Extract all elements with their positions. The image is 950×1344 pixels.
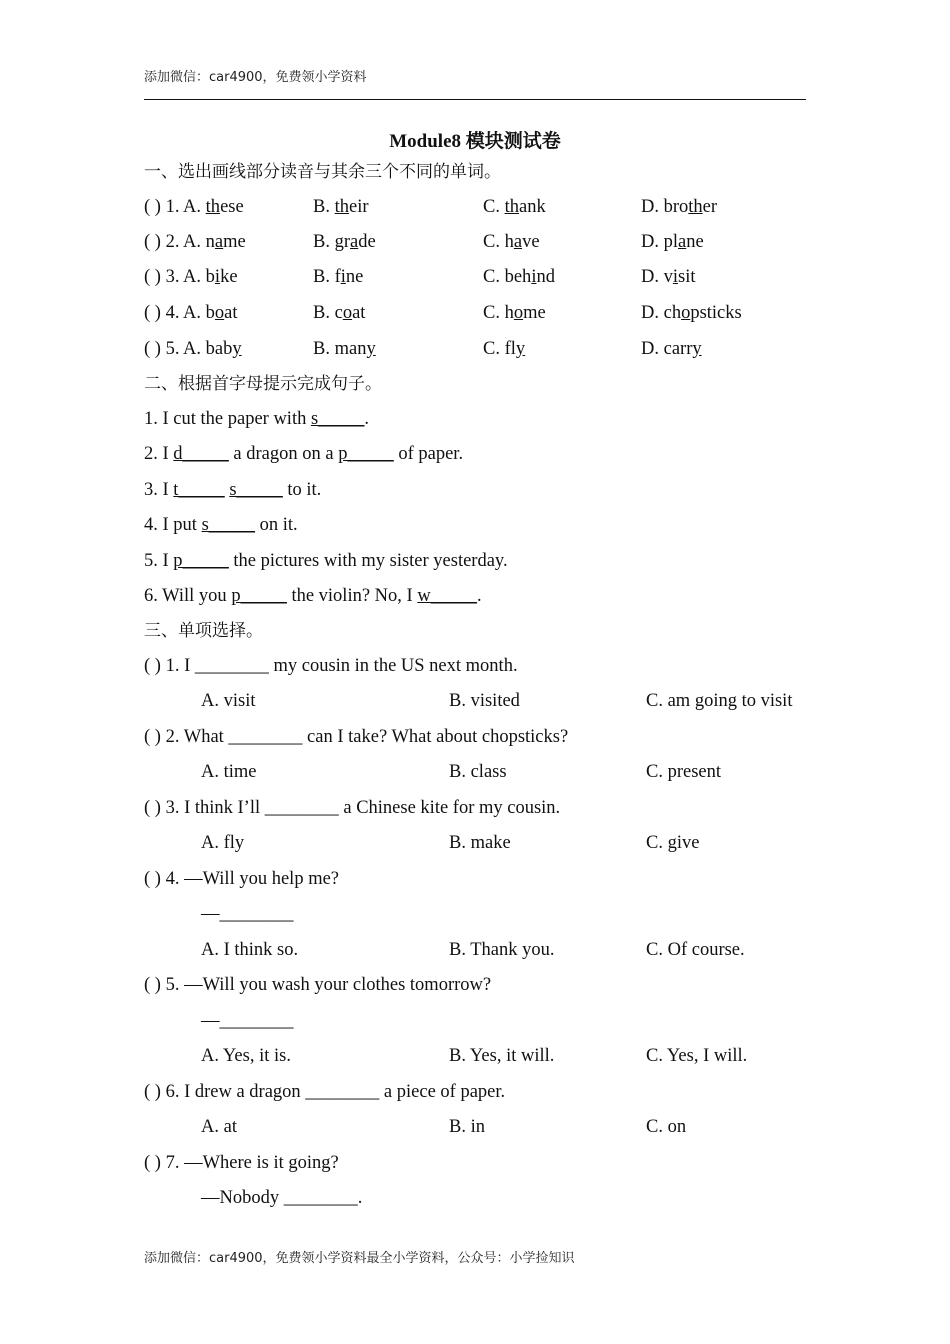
part1-row-1-option-c: [483, 196, 546, 218]
sentence-text: 2. I: [144, 444, 174, 464]
part2-sentence-6: [144, 585, 482, 607]
sentence-text: .: [364, 409, 370, 429]
word-part: D. bro: [641, 197, 689, 217]
word-part: B. gr: [313, 232, 350, 252]
page-title: Module8 模块测试卷: [389, 131, 561, 152]
part1-row-2-option-c: [483, 231, 540, 253]
part1-row-1-option-b: [313, 196, 369, 218]
option-c: C. give: [646, 833, 700, 853]
option-a: A. visit: [201, 691, 256, 711]
part1-row-1-option-a: [144, 196, 244, 218]
word-part: B. man: [313, 339, 367, 359]
question-number: ( ) 2. A.: [144, 232, 206, 252]
option-a: A. time: [201, 762, 257, 782]
word-part: ke: [220, 267, 238, 287]
question-number: ( ) 3. A.: [144, 267, 206, 287]
option-b: B. class: [449, 762, 507, 782]
question-3-7: ( ) 7. —Where is it going?: [144, 1153, 339, 1173]
option-c: C. present: [646, 762, 722, 782]
underlined-letters: i: [214, 267, 221, 287]
underlined-letters: o: [513, 303, 524, 323]
question-3-3: ( ) 3. I think I’ll ________ a Chinese kite for my cousin.: [144, 798, 561, 818]
underlined-letters: o: [342, 303, 353, 323]
underlined-letters: y: [515, 339, 526, 359]
option-b: B. visited: [449, 691, 520, 711]
sentence-text: 6. Will you: [144, 586, 232, 606]
header-rule: [144, 99, 806, 100]
underlined-letters: a: [678, 232, 687, 252]
underlined-letters: th: [504, 197, 519, 217]
part2-sentence-3: [144, 479, 321, 501]
part1-row-5-option-b: [313, 338, 376, 360]
page-header: 添加微信：car4900，免费领小学资料: [144, 70, 367, 85]
sentence-text: .: [476, 586, 482, 606]
question-3-4: ( ) 4. —Will you help me?: [144, 869, 339, 889]
word-part: C. h: [483, 232, 514, 252]
word-part: me: [523, 303, 546, 323]
word-part: B.: [313, 197, 335, 217]
section-3-heading: 三、单项选择。: [144, 621, 263, 641]
underlined-letters: o: [214, 303, 225, 323]
word-part: C.: [483, 197, 505, 217]
sentence-text: 4. I put: [144, 515, 202, 535]
question-3-1: ( ) 1. I ________ my cousin in the US next month.: [144, 656, 518, 676]
page-footer: 添加微信：car4900，免费领小学资料最全小学资料，公众号：小学捡知识: [144, 1251, 575, 1266]
word-part: C. fl: [483, 339, 516, 359]
option-b: B. Thank you.: [449, 940, 555, 960]
word-part: D. ch: [641, 303, 682, 323]
word-part: de: [358, 232, 376, 252]
option-c: C. am going to visit: [646, 691, 793, 711]
word-part: at: [352, 303, 366, 323]
answer-blank: p_____: [231, 586, 287, 606]
sentence-text: a dragon on a: [228, 444, 339, 464]
sentence-text: on it.: [255, 515, 298, 535]
underlined-letters: i: [340, 267, 346, 287]
part1-row-3-option-a: [144, 266, 238, 288]
sentence-text: 3. I: [144, 480, 174, 500]
underlined-letters: y: [692, 339, 702, 359]
word-part: B. f: [313, 267, 341, 287]
answer-blank: s_____: [201, 515, 256, 535]
part2-sentence-4: [144, 514, 298, 536]
sentence-text: to it.: [282, 480, 322, 500]
underlined-letters: a: [350, 232, 359, 252]
option-b: B. in: [449, 1117, 485, 1137]
option-c: C. on: [646, 1117, 687, 1137]
part1-row-2-option-a: [144, 231, 246, 253]
answer-blank: —Nobody ________.: [201, 1188, 363, 1208]
part1-row-4-option-b: [313, 302, 365, 324]
word-part: ve: [522, 232, 540, 252]
underlined-letters: o: [681, 303, 691, 323]
sentence-text: 5. I: [144, 551, 174, 571]
option-c: C. Of course.: [646, 940, 745, 960]
part1-row-1-option-d: [641, 196, 717, 218]
underlined-letters: a: [214, 232, 224, 252]
option-b: B. Yes, it will.: [449, 1046, 555, 1066]
part2-sentence-5: [144, 550, 508, 572]
option-a: A. Yes, it is.: [201, 1046, 291, 1066]
part1-row-5-option-c: [483, 338, 525, 360]
question-3-6: ( ) 6. I drew a dragon ________ a piece of paper.: [144, 1082, 506, 1102]
word-part: bab: [205, 339, 233, 359]
answer-blank: s_____: [310, 409, 365, 429]
section-1-heading: 一、选出画线部分读音与其余三个不同的单词。: [144, 162, 501, 182]
part2-sentence-1: [144, 408, 369, 430]
part1-row-2-option-d: [641, 231, 704, 253]
part1-row-3-option-d: [641, 266, 696, 288]
sentence-text: 1. I cut the paper with: [144, 409, 311, 429]
word-part: nd: [536, 267, 555, 287]
answer-blank: —________: [201, 1011, 294, 1031]
part1-row-5-option-d: [641, 338, 702, 360]
option-a: A. I think so.: [201, 940, 299, 960]
word-part: C. beh: [483, 267, 532, 287]
answer-blank: —________: [201, 904, 294, 924]
underlined-letters: y: [366, 339, 376, 359]
part2-sentence-2: [144, 443, 463, 465]
word-part: ne: [686, 232, 704, 252]
word-part: psticks: [690, 303, 742, 323]
word-part: er: [702, 197, 718, 217]
sentence-text: the pictures with my sister yesterday.: [228, 551, 508, 571]
word-part: at: [224, 303, 238, 323]
word-part: ne: [345, 267, 364, 287]
word-part: eir: [348, 197, 369, 217]
part1-row-4-option-c: [483, 302, 546, 324]
answer-blank: d_____: [173, 444, 229, 464]
part1-row-3-option-b: [313, 266, 363, 288]
part1-row-4-option-a: [144, 302, 238, 324]
part1-row-2-option-b: [313, 231, 376, 253]
word-part: C. h: [483, 303, 514, 323]
word-part: b: [205, 267, 215, 287]
question-number: ( ) 5. A.: [144, 339, 206, 359]
answer-blank: p_____: [338, 444, 394, 464]
option-b: B. make: [449, 833, 511, 853]
underlined-letters: a: [513, 232, 523, 252]
question-number: ( ) 4. A.: [144, 303, 206, 323]
question-3-5: ( ) 5. —Will you wash your clothes tomorrow?: [144, 975, 492, 995]
word-part: D. v: [641, 267, 673, 287]
question-3-2: ( ) 2. What ________ can I take? What about chopsticks?: [144, 727, 569, 747]
answer-blank: p_____: [173, 551, 229, 571]
option-c: C. Yes, I will.: [646, 1046, 748, 1066]
word-part: D. carr: [641, 339, 693, 359]
word-part: me: [223, 232, 246, 252]
underlined-letters: th: [334, 197, 349, 217]
underlined-letters: th: [205, 197, 221, 217]
underlined-letters: i: [672, 267, 679, 287]
word-part: sit: [678, 267, 696, 287]
sentence-text: the violin? No, I: [286, 586, 418, 606]
sentence-text: of paper.: [393, 444, 464, 464]
question-number: ( ) 1. A.: [144, 197, 206, 217]
word-part: b: [205, 303, 215, 323]
word-part: ese: [220, 197, 244, 217]
word-part: D. pl: [641, 232, 678, 252]
underlined-letters: i: [531, 267, 537, 287]
word-part: ank: [518, 197, 546, 217]
answer-blank: s_____: [229, 480, 283, 500]
underlined-letters: y: [232, 339, 242, 359]
word-part: n: [205, 232, 215, 252]
part1-row-4-option-d: [641, 302, 742, 324]
part1-row-5-option-a: [144, 338, 242, 360]
part1-row-3-option-c: [483, 266, 555, 288]
answer-blank: w_____: [417, 586, 477, 606]
underlined-letters: th: [688, 197, 703, 217]
answer-blank: t_____: [173, 480, 225, 500]
section-2-heading: 二、根据首字母提示完成句子。: [144, 374, 382, 394]
option-a: A. fly: [201, 833, 245, 853]
word-part: B. c: [313, 303, 343, 323]
option-a: A. at: [201, 1117, 237, 1137]
